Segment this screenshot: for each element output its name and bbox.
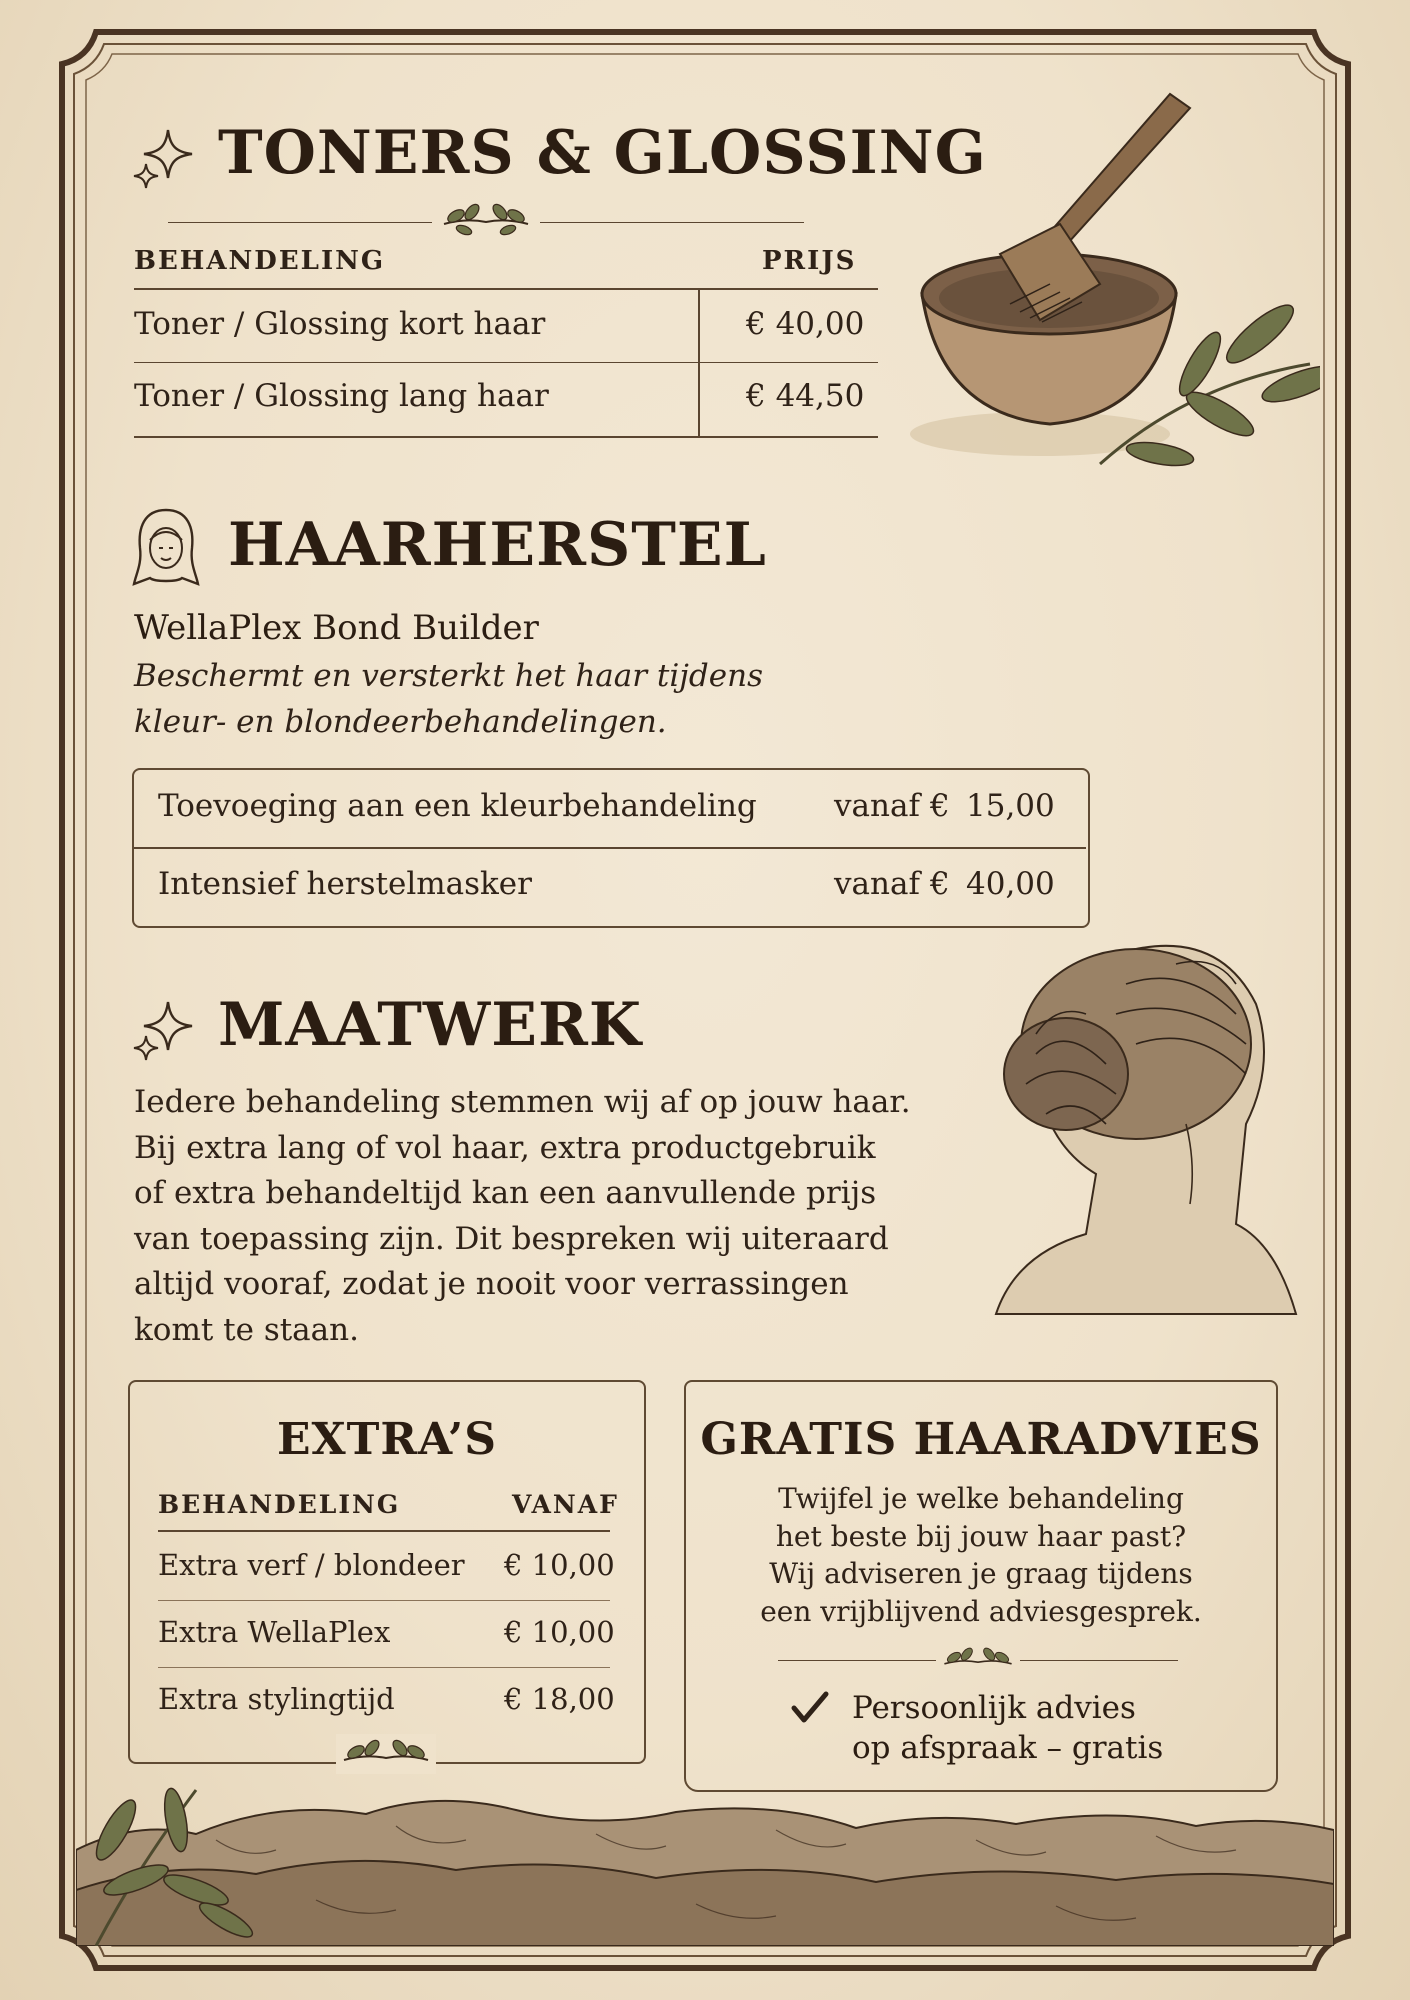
haarherstel-row-2-currency: € xyxy=(930,866,950,902)
maatwerk-line: altijd vooraf, zodat je nooit voor verrassingen xyxy=(134,1266,849,1302)
maatwerk-body xyxy=(134,1080,911,1353)
extras-row-3-price: € 18,00 xyxy=(504,1682,615,1716)
haarherstel-row-2-prefix: vanaf xyxy=(834,866,920,902)
maatwerk-line: van toepassing zijn. Dit bespreken wij uiteraard xyxy=(134,1220,889,1257)
haarherstel-title: HAARHERSTEL xyxy=(228,510,767,580)
maatwerk-line: Bij extra lang of vol haar, extra productgebruik xyxy=(134,1129,876,1166)
haarherstel-row-1-prefix: vanaf xyxy=(834,788,920,824)
haarherstel-row-1-amount: 15,00 xyxy=(966,788,1055,824)
rocky-landscape-illustration xyxy=(76,1770,1334,1946)
toners-row-1-price: € 40,00 xyxy=(746,306,865,342)
haarherstel-desc-2: kleur- en blondeerbehandelingen. xyxy=(134,704,667,740)
haarherstel-row-2-name: Intensief herstelmasker xyxy=(158,866,532,902)
advies-body xyxy=(684,1480,1278,1630)
maatwerk-line: komt te staan. xyxy=(134,1311,359,1348)
maatwerk-line: Iedere behandeling stemmen wij af op jouw haar. xyxy=(134,1084,911,1120)
tint-bowl-illustration xyxy=(900,84,1320,504)
extras-row-3-name: Extra stylingtijd xyxy=(158,1682,395,1716)
laurel-ornament xyxy=(436,198,536,238)
woman-face-icon xyxy=(130,504,202,588)
check-icon xyxy=(790,1690,830,1726)
advies-check-line-2: op afspraak – gratis xyxy=(852,1730,1164,1766)
toners-col-treatment: BEHANDELING xyxy=(134,246,386,276)
extras-row-2-price: € 10,00 xyxy=(504,1615,615,1649)
advies-line: een vrijblijvend adviesgesprek. xyxy=(760,1594,1202,1628)
toners-col-price: PRIJS xyxy=(762,246,857,276)
toners-title: TONERS & GLOSSING xyxy=(218,118,987,188)
maatwerk-line: of extra behandeltijd kan een aanvullende prijs xyxy=(134,1175,877,1211)
woman-updo-illustration xyxy=(976,924,1306,1324)
haarherstel-product: WellaPlex Bond Builder xyxy=(134,608,539,648)
maatwerk-title: MAATWERK xyxy=(218,990,643,1060)
extras-col-treatment: BEHANDELING xyxy=(158,1490,401,1519)
extras-col-price: VANAF xyxy=(512,1490,619,1519)
advies-line: het beste bij jouw haar past? xyxy=(775,1519,1187,1553)
toners-row-2-price: € 44,50 xyxy=(746,378,865,414)
extras-row-2-name: Extra WellaPlex xyxy=(158,1615,391,1649)
advies-title: GRATIS HAARADVIES xyxy=(700,1414,1262,1465)
laurel-ornament xyxy=(938,1642,1018,1676)
haarherstel-row-1-currency: € xyxy=(930,788,950,824)
haarherstel-row-1-name: Toevoeging aan een kleurbehandeling xyxy=(158,788,757,824)
sparkle-icon xyxy=(132,124,198,190)
sparkle-icon xyxy=(132,996,198,1062)
toners-row-1-name: Toner / Glossing kort haar xyxy=(134,306,546,342)
extras-row-1-price: € 10,00 xyxy=(504,1548,615,1582)
haarherstel-row-2-amount: 40,00 xyxy=(966,866,1055,902)
laurel-ornament xyxy=(336,1734,436,1774)
haarherstel-desc-1: Beschermt en versterkt het haar tijdens xyxy=(134,658,763,694)
extras-title: EXTRA’S xyxy=(277,1414,497,1465)
advies-line: Twijfel je welke behandeling xyxy=(778,1482,1184,1515)
advies-check-text xyxy=(852,1688,1163,1768)
advies-line: Wij adviseren je graag tijdens xyxy=(769,1557,1193,1590)
extras-row-1-name: Extra verf / blondeer xyxy=(158,1548,465,1582)
toners-row-2-name: Toner / Glossing lang haar xyxy=(134,378,549,414)
advies-check-line-1: Persoonlijk advies xyxy=(852,1690,1136,1726)
